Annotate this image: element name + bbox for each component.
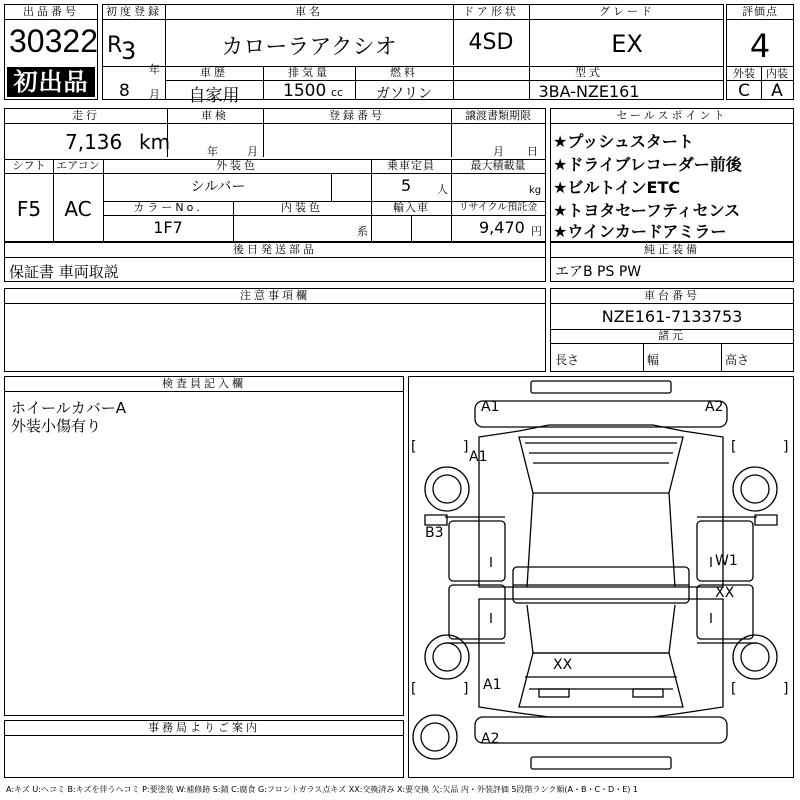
damage-mark-rear-left: A1	[483, 677, 502, 693]
standard-equipment-value: エアB PS PW	[555, 264, 642, 280]
doors-header: ドア形状	[463, 5, 519, 18]
first-listing-badge: 初出品	[7, 67, 95, 97]
selling-points-header: セールスポイント	[551, 109, 793, 124]
office-box	[4, 720, 404, 778]
fuel-value: ガソリン	[376, 86, 432, 102]
max-load-unit: kg	[529, 185, 542, 196]
standard-equipment-box	[550, 242, 794, 282]
chassis-box	[550, 288, 794, 372]
damage-legend: A:キズ U:ヘコミ B:キズを伴うヘコミ P:要塗装 W:補修跡 S:錆 C:腐食 G:フロントガラス点キズ XX:交換済み X:要交換 欠:欠品 内・外装評価 5段階ランク順(A・B・C・D・E) 1	[6, 785, 639, 794]
first-reg-era: R	[107, 33, 123, 58]
selling-point-item: ★ウインカードアミラー	[553, 222, 727, 241]
bracket: ]	[463, 439, 469, 455]
standard-equipment-header: 純正装備	[551, 243, 793, 258]
exterior-grade-header: 外装	[733, 67, 755, 80]
capacity-value: 5	[401, 176, 412, 195]
damage-mark-front-left: A1	[481, 399, 500, 415]
lot-header: 出品番号	[5, 5, 97, 20]
shift-header: シフト	[12, 159, 46, 172]
exterior-color-header: 外装色	[216, 159, 258, 172]
lot-box	[4, 4, 98, 100]
doors-value: 4SD	[468, 30, 514, 55]
damage-mark-right-front-door: W1	[715, 553, 738, 569]
dimensions-width: 幅	[647, 353, 660, 367]
later-parts-header: 後日発送部品	[5, 243, 545, 258]
shift-value: F5	[16, 197, 42, 221]
dimensions-header: 諸元	[658, 329, 686, 342]
aircon-header: エアコン	[56, 159, 100, 172]
mileage-header: 走行	[72, 109, 100, 122]
interior-color-unit: 系	[357, 225, 368, 238]
fuel-header: 燃料	[390, 66, 418, 79]
first-reg-year: 3	[121, 37, 137, 65]
first-reg-month-unit: 月	[149, 88, 160, 101]
first-reg-month: 8	[119, 81, 130, 101]
vehicle-details	[4, 108, 546, 242]
interior-color-header: 内装色	[281, 201, 323, 214]
exterior-grade-value: C	[738, 81, 750, 101]
displacement-value: 1500	[283, 81, 327, 101]
selling-point-item: ★プッシュスタート	[553, 132, 694, 151]
chassis-value: NZE161-7133753	[601, 307, 743, 326]
inspector-line: ホイールカバーA	[11, 399, 126, 417]
import-header: 輸入車	[393, 201, 429, 214]
score-header: 評価点	[727, 5, 793, 20]
transfer-deadline-header: 譲渡書類期限	[465, 109, 531, 122]
transfer-day-unit: 日	[527, 145, 538, 158]
notes-header: 注意事項欄	[5, 289, 545, 304]
damage-mark-front-right: A2	[705, 399, 724, 415]
selling-point-item: ★ドライブレコーダー前後	[553, 155, 742, 174]
bracket: ]	[783, 681, 789, 697]
car-diagram-svg	[409, 377, 793, 777]
recycle-header: リサイクル預託金	[458, 202, 538, 213]
score-box	[726, 4, 794, 100]
bracket: [	[731, 681, 737, 697]
dimensions-length: 長さ	[555, 353, 580, 367]
bracket: [	[411, 439, 417, 455]
mileage-value: 7,136	[65, 130, 123, 154]
inspection-month-unit: 月	[247, 145, 258, 158]
lot-number: 30322	[9, 23, 98, 59]
damage-mark-left-front-door: B3	[425, 525, 444, 541]
selling-points-box	[550, 108, 794, 242]
damage-mark-hood: A1	[469, 449, 488, 465]
damage-mark-rear-bumper: A2	[481, 731, 500, 747]
first-reg-header: 初度登録	[106, 5, 162, 18]
grade-header: グレード	[599, 5, 655, 18]
aircon-value: AC	[64, 197, 92, 221]
displacement-unit: cc	[331, 86, 344, 99]
capacity-unit: 人	[437, 183, 448, 196]
history-value: 自家用	[188, 86, 240, 106]
damage-mark-right-rear-door: XX	[715, 585, 735, 601]
car-name-value: カローラアクシオ	[221, 35, 397, 60]
bracket: [	[411, 681, 417, 697]
bracket: [	[731, 439, 737, 455]
selling-point-item: ★トヨタセーフティセンス	[553, 201, 741, 220]
mileage-unit: km	[139, 130, 171, 154]
exterior-color-value: シルバー	[190, 179, 246, 195]
car-diagram	[408, 376, 794, 778]
bracket: ]	[463, 681, 469, 697]
displacement-header: 排気量	[288, 66, 330, 79]
inspector-line: 外装小傷有り	[11, 417, 102, 435]
inspection-header: 車検	[201, 109, 229, 122]
chassis-header: 車台番号	[551, 289, 793, 304]
notes-box	[4, 288, 546, 372]
interior-grade-value: A	[771, 81, 783, 101]
damage-mark-trunk: XX	[553, 657, 573, 673]
capacity-header: 乗車定員	[387, 159, 435, 172]
office-header: 事務局よりご案内	[5, 721, 403, 736]
dimensions-height: 高さ	[725, 353, 750, 367]
model-code-header: 型式	[575, 66, 603, 79]
later-parts-box	[4, 242, 546, 282]
registration-header: 登録番号	[329, 109, 385, 122]
history-header: 車歴	[200, 66, 228, 79]
spec-table	[102, 4, 724, 106]
max-load-header: 最大積載量	[470, 159, 526, 172]
recycle-unit: 円	[531, 225, 542, 238]
bracket: ]	[783, 439, 789, 455]
transfer-month-unit: 月	[493, 145, 504, 158]
model-code-value: 3BA-NZE161	[538, 82, 640, 101]
interior-grade-header: 内装	[766, 67, 788, 80]
later-parts-value: 保証書 車両取説	[9, 263, 119, 281]
inspection-year-unit: 年	[207, 145, 218, 158]
selling-point-item: ★ビルトインETC	[553, 178, 681, 197]
inspector-box	[4, 376, 404, 716]
color-no-value: 1F7	[153, 218, 183, 237]
score-value: 4	[749, 27, 771, 65]
first-reg-year-unit: 年	[149, 63, 160, 76]
car-name-header: 車名	[295, 5, 323, 18]
color-no-header: カラーNo.	[133, 201, 203, 214]
grade-value: EX	[611, 30, 643, 58]
recycle-value: 9,470	[479, 218, 525, 237]
inspector-header: 検査員記入欄	[5, 377, 403, 392]
